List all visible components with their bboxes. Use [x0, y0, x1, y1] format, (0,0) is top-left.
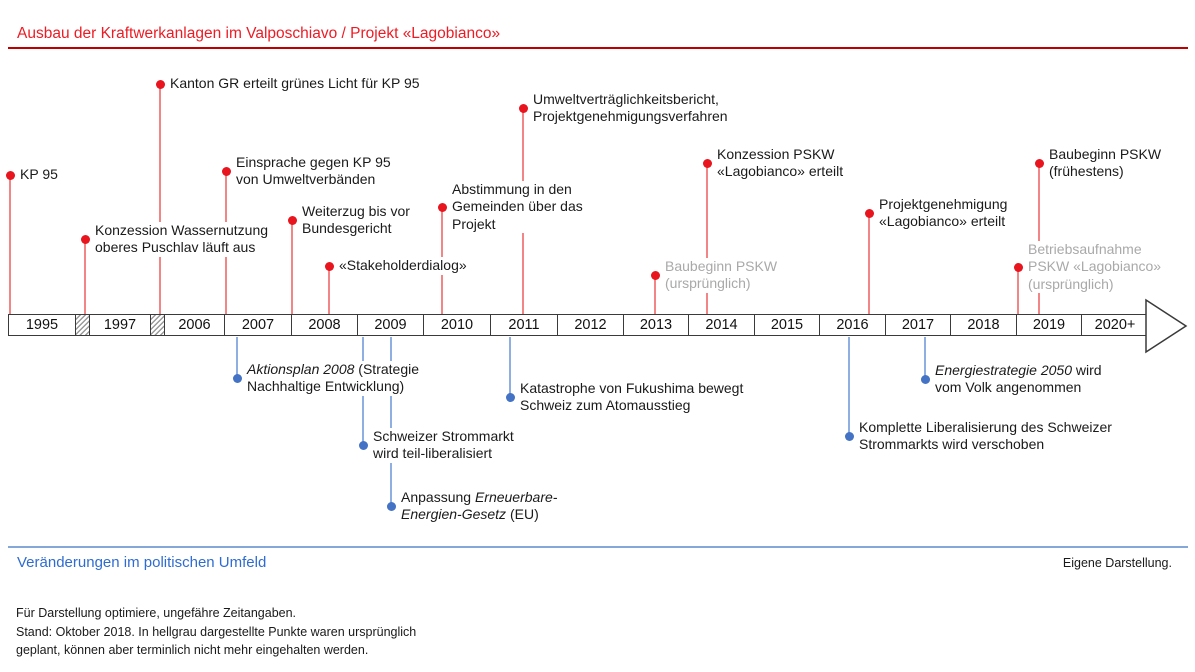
- event-dot: [438, 203, 447, 212]
- event-stem: [924, 337, 926, 379]
- event-stem: [654, 275, 656, 314]
- footnote-line: Stand: Oktober 2018. In hellgrau dargestellte Punkte waren ursprünglich: [16, 624, 417, 639]
- event-dot: [651, 271, 660, 280]
- event-dot: [387, 502, 396, 511]
- year-cell-1997: 1997: [90, 315, 151, 335]
- year-cell-2007: 2007: [225, 315, 292, 335]
- event-dot: [325, 262, 334, 271]
- year-cell-2019: 2019: [1017, 315, 1082, 335]
- timeline-break-cell: [151, 315, 165, 335]
- year-cell-2017: 2017: [886, 315, 951, 335]
- year-cell-2010: 2010: [424, 315, 491, 335]
- event-dot: [222, 167, 231, 176]
- event-dot: [156, 80, 165, 89]
- year-cell-2016: 2016: [820, 315, 886, 335]
- footnote-block: [16, 604, 416, 660]
- event-stem: [848, 337, 850, 436]
- year-cell-2009: 2009: [358, 315, 424, 335]
- event-label-above-9: Konzession PSKW «Lagobianco» erteilt: [717, 145, 844, 179]
- event-dot: [6, 171, 15, 180]
- timeline-break-cell: [76, 315, 90, 335]
- event-dot: [359, 441, 368, 450]
- event-dot: [233, 374, 242, 383]
- event-dot: [1014, 263, 1023, 272]
- event-label-below-1: Schweizer Strommarkt wird teil-liberalisiert: [373, 427, 514, 461]
- timeline-band: [8, 314, 1147, 336]
- year-cell-1995: 1995: [9, 315, 76, 335]
- event-label-below-3: Katastrophe von Fukushima bewegt Schweiz zum Atomausstieg: [520, 379, 744, 413]
- year-cell-2020+: 2020+: [1094, 317, 1136, 333]
- event-dot: [519, 104, 528, 113]
- event-label-above-7: Umweltverträglichkeitsbericht, Projektgenehmigungsverfahren: [533, 90, 728, 124]
- event-stem: [291, 220, 293, 314]
- year-cell-2015: 2015: [755, 315, 820, 335]
- year-cell-2008: 2008: [292, 315, 358, 335]
- event-stem: [509, 337, 511, 397]
- year-cell-2012: 2012: [558, 315, 624, 335]
- event-label-below-5: Energiestrategie 2050 wird vom Volk angenommen: [935, 361, 1102, 395]
- event-dot: [1035, 159, 1044, 168]
- event-label-below-2: Anpassung Erneuerbare- Energien-Gesetz (EU): [401, 488, 558, 522]
- event-label-above-3: Einsprache gegen KP 95 von Umweltverbänden: [236, 153, 391, 187]
- year-cell-2011: 2011: [491, 315, 558, 335]
- event-stem: [328, 266, 330, 314]
- page-title: Ausbau der Kraftwerkanlagen im Valposchiavo / Projekt «Lagobianco»: [17, 25, 501, 42]
- source-note: Eigene Darstellung.: [1062, 556, 1172, 570]
- title-divider: [8, 47, 1188, 49]
- event-dot: [81, 235, 90, 244]
- event-dot: [506, 393, 515, 402]
- footnote-line: Für Darstellung optimiere, ungefähre Zeitangaben.: [16, 606, 297, 620]
- event-label-above-5: «Stakeholderdialog»: [339, 257, 467, 274]
- event-label-above-1: Konzession Wassernutzung oberes Puschlav läuft aus: [95, 221, 269, 255]
- event-label-below-4: Komplette Liberalisierung des Schweizer Strommarkts wird verschoben: [859, 418, 1112, 452]
- event-label-above-4: Weiterzug bis vor Bundesgericht: [302, 202, 410, 236]
- bottom-divider: [8, 546, 1188, 548]
- footnote-line: geplant, können aber terminlich nicht mehr eingehalten werden.: [16, 643, 369, 657]
- year-cell-2018: 2018: [951, 315, 1017, 335]
- year-cell-2006: 2006: [165, 315, 225, 335]
- event-label-above-8: Baubeginn PSKW (ursprünglich): [665, 257, 778, 291]
- event-dot: [921, 375, 930, 384]
- year-cell-2014: 2014: [689, 315, 755, 335]
- event-label-above-6: Abstimmung in den Gemeinden über das Projekt: [452, 180, 583, 232]
- event-stem: [236, 337, 238, 378]
- event-stem: [868, 213, 870, 314]
- bottom-section-heading: Veränderungen im politischen Umfeld: [17, 554, 267, 571]
- event-label-below-0: Aktionsplan 2008 (Strategie Nachhaltige Entwicklung): [247, 360, 420, 394]
- event-label-above-0: KP 95: [20, 166, 58, 183]
- event-dot: [865, 209, 874, 218]
- year-cell-2013: 2013: [624, 315, 689, 335]
- event-dot: [845, 432, 854, 441]
- event-stem: [159, 84, 161, 314]
- event-stem: [1017, 267, 1019, 314]
- event-dot: [703, 159, 712, 168]
- event-label-above-12: Betriebsaufnahme PSKW «Lagobianco» (ursprünglich): [1028, 240, 1162, 292]
- event-label-above-2: Kanton GR erteilt grünes Licht für KP 95: [170, 75, 420, 92]
- event-stem: [84, 239, 86, 314]
- event-stem: [9, 175, 11, 314]
- event-label-above-11: Baubeginn PSKW (frühestens): [1049, 145, 1162, 179]
- timeline-arrow-icon: [1140, 297, 1192, 355]
- event-dot: [288, 216, 297, 225]
- event-label-above-10: Projektgenehmigung «Lagobianco» erteilt: [879, 195, 1008, 229]
